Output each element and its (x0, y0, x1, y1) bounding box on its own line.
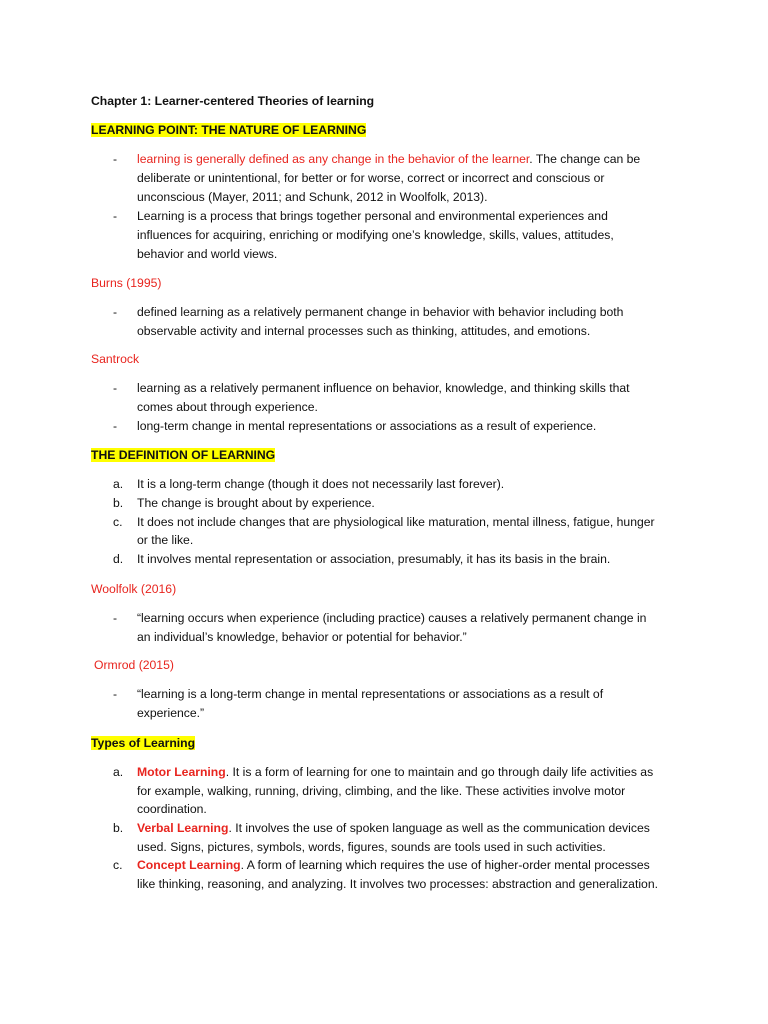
chapter-title: Chapter 1: Learner-centered Theories of learning (91, 94, 375, 108)
list-marker-a: a. (113, 477, 124, 491)
bullet-text: learning as a relatively permanent influence on behavior, knowledge, and thinking skills that (137, 381, 630, 395)
bullet-dash: - (113, 209, 118, 223)
list-marker-d: d. (113, 552, 124, 566)
bullet-text: long-term change in mental representations or associations as a result of experience. (137, 419, 597, 433)
list-item-text: used. Signs, pictures, symbols, words, figures, sounds are tools used in such activities. (137, 840, 606, 854)
bullet-text: unconscious (Mayer, 2011; and Schunk, 2012 in Woolfolk, 2013). (137, 190, 488, 204)
list-item-text: The change is brought about by experience. (137, 496, 375, 510)
bullet-text: experience.” (137, 706, 205, 720)
section-heading-nature: LEARNING POINT: THE NATURE OF LEARNING (91, 123, 367, 137)
section-heading-definition: THE DEFINITION OF LEARNING (91, 448, 276, 462)
bullet-dash: - (113, 611, 118, 625)
list-marker-a: a. (113, 765, 124, 779)
list-item-text: like thinking, reasoning, and analyzing. It involves two processes: abstraction and generalization. (137, 877, 658, 891)
author-label-burns: Burns (1995) (91, 276, 162, 290)
list-item-text: It does not include changes that are physiological like maturation, mental illness, fatigue, hunger (137, 515, 655, 529)
bullet-text: Learning is a process that brings together personal and environmental experiences and (137, 209, 608, 223)
bullet-text: influences for acquiring, enriching or modifying one’s knowledge, skills, values, attitudes, (137, 228, 614, 242)
list-marker-b: b. (113, 821, 124, 835)
bullet-text: observable activity and internal processes such as thinking, attitudes, and emotions. (137, 324, 591, 338)
list-item-text: for example, walking, running, driving, climbing, and the like. These activities involve motor (137, 784, 626, 798)
author-label-woolfolk: Woolfolk (2016) (91, 582, 177, 596)
bullet-text: comes about through experience. (137, 400, 318, 414)
list-item-text: It involves mental representation or association, presumably, it has its basis in the brain. (137, 552, 611, 566)
bullet-text: behavior and world views. (137, 247, 278, 261)
list-item-text: coordination. (137, 802, 207, 816)
list-item-text: Motor Learning. It is a form of learning for one to maintain and go through daily life activities as (137, 765, 654, 779)
author-label-santrock: Santrock (91, 352, 140, 366)
list-item-text: It is a long-term change (though it does not necessarily last forever). (137, 477, 505, 491)
bullet-text: “learning is a long-term change in mental representations or associations as a result of (137, 687, 604, 701)
bullet-text: “learning occurs when experience (including practice) causes a relatively permanent change in (137, 611, 647, 625)
list-item-text: Concept Learning. A form of learning which requires the use of higher-order mental processes (137, 858, 650, 872)
bullet-text: deliberate or unintentional, for better or for worse, correct or incorrect and conscious or (137, 171, 605, 185)
bullet-dash: - (113, 419, 118, 433)
list-marker-c: c. (113, 858, 123, 872)
bullet-text: an individual’s knowledge, behavior or potential for behavior.” (137, 630, 467, 644)
bullet-text: learning is generally defined as any change in the behavior of the learner. The change can be (137, 152, 641, 166)
bullet-dash: - (113, 687, 118, 701)
list-item-text: or the like. (137, 533, 194, 547)
bullet-dash: - (113, 381, 118, 395)
list-marker-c: c. (113, 515, 123, 529)
list-marker-b: b. (113, 496, 124, 510)
author-label-ormrod: Ormrod (2015) (94, 658, 174, 672)
list-item-text: Verbal Learning. It involves the use of spoken language as well as the communication devices (137, 821, 650, 835)
section-heading-types: Types of Learning (91, 736, 196, 750)
bullet-dash: - (113, 152, 118, 166)
bullet-dash: - (113, 305, 118, 319)
bullet-text: defined learning as a relatively permanent change in behavior with behavior including both (137, 305, 624, 319)
